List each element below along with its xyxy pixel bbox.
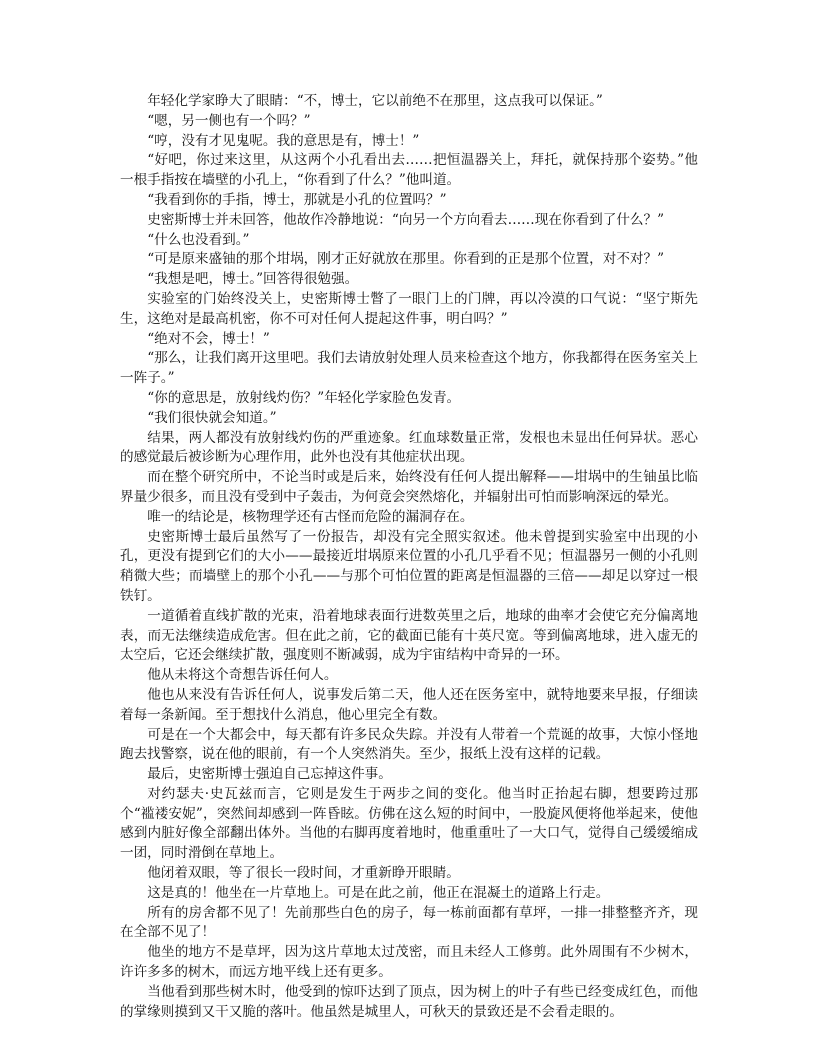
paragraph: 年轻化学家睁大了眼睛：“不，博士，它以前绝不在那里，这点我可以保证。” <box>147 93 603 109</box>
paragraph: “可是原来盛铀的那个坩埚，刚才正好就放在那里。你看到的正是那个位置，对不对？” <box>147 251 665 268</box>
document-page <box>120 92 698 1022</box>
paragraph: “好吧，你过来这里，从这两个小孔看出去……把恒温器关上，拜托，就保持那个姿势。”他一根手指按在墙壁的小孔上，“你看到了什么？”他叫道。 <box>120 152 698 189</box>
paragraph: “我想是吧，博士。”回答得很勉强。 <box>147 271 359 288</box>
paragraph: 他闭着双眼，等了很长一段时间，才重新睁开眼睛。 <box>147 865 460 882</box>
paragraph: “绝对不会，博士！” <box>147 330 270 347</box>
paragraph: 而在整个研究所中，不论当时或是后来，始终没有任何人提出解释——坩埚中的生铀虽比临界量少很多，而且没有受到中子轰击，为何竟会突然熔化，并辐射出可怕而影响深远的晕光。 <box>120 469 698 505</box>
paragraph: “嗯，另一侧也有一个吗？” <box>147 112 311 129</box>
paragraph: 史密斯博士并未回答，他故作冷静地说：“向另一个方向看去……现在你看到了什么？” <box>147 211 665 228</box>
paragraph: 他也从来没有告诉任何人，说事发后第二天，他人还在医务室中，就特地要来早报，仔细读着每一条新闻。至于想找什么消息，他心里完全有数。 <box>120 686 698 723</box>
paragraph: 史密斯博士最后虽然写了一份报告，却没有完全照实叙述。他未曾提到实验室中出现的小孔，更没有提到它们的大小——最接近坩埚原来位置的小孔几乎看不见；恒温器另一侧的小孔则稍微大些；而墙壁上的那个小孔——与那个可怕位置的距离是恒温器的三倍——却足以穿过一根铁钉。 <box>120 528 698 604</box>
paragraph: 结果，两人都没有放射线灼伤的严重迹象。红血球数量正常，发根也未显出任何异状。恶心的感觉最后被诊断为心理作用，此外也没有其他症状出现。 <box>120 429 698 466</box>
paragraph: 这是真的！他坐在一片草地上。可是在此之前，他正在混凝土的道路上行走。 <box>147 884 610 901</box>
paragraph: 唯一的结论是，核物理学还有古怪而危险的漏洞存在。 <box>147 508 474 525</box>
paragraph: 实验室的门始终没关上，史密斯博士瞥了一眼门上的门牌，再以冷漠的口气说：“坚宁斯先生，这绝对是最高机密，你不可对任何人提起这件事，明白吗？” <box>120 290 698 327</box>
paragraph: 一道循着直线扩散的光束，沿着地球表面行进数英里之后，地球的曲率才会使它充分偏离地表，而无法继续造成危害。但在此之前，它的截面已能有十英尺宽。等到偏离地球，进入虚无的太空后，它还会继续扩散，强度则不断减弱，成为宇宙结构中奇异的一环。 <box>120 607 698 664</box>
paragraph: 可是在一个大都会中，每天都有许多民众失踪。并没有人带着一个荒诞的故事，大惊小怪地跑去找警察，说在他的眼前，有一个人突然消失。至少，报纸上没有这样的记载。 <box>120 726 698 763</box>
paragraph: “哼，没有才见鬼呢。我的意思是有，博士！” <box>147 132 420 149</box>
paragraph: “那么，让我们离开这里吧。我们去请放射处理人员来检查这个地方，你我都得在医务室关上一阵子。” <box>120 350 698 387</box>
paragraph: 他从未将这个奇想告诉任何人。 <box>147 667 338 684</box>
paragraph: 对约瑟夫·史瓦兹而言，它则是发生于两步之间的变化。他当时正抬起右脚，想要跨过那个“褴褛安妮”，突然间却感到一阵昏眩。仿佛在这么短的时间中，一股旋风便将他举起来，使他感到内脏好像全部翻出体外。当他的右脚再度着地时，他重重吐了一大口气，觉得自己缓缓缩成一团，同时滑倒在草地上。 <box>120 785 698 862</box>
paragraph: “我看到你的手指，博士，那就是小孔的位置吗？” <box>147 191 447 208</box>
paragraph: “我们很快就会知道。” <box>147 409 277 426</box>
paragraph: 所有的房舍都不见了！先前那些白色的房子，每一栋前面都有草坪，一排一排整整齐齐，现在全部不见了！ <box>120 904 698 941</box>
paragraph: “你的意思是，放射线灼伤？”年轻化学家脸色发青。 <box>147 389 461 406</box>
paragraph: “什么也没看到。” <box>147 231 250 248</box>
paragraph: 最后，史密斯博士强迫自己忘掉这件事。 <box>147 766 392 783</box>
paragraph: 当他看到那些树木时，他受到的惊吓达到了顶点，因为树上的叶子有些已经变成红色，而他的掌缘则摸到又干又脆的落叶。他虽然是城里人，可秋天的景致还是不会看走眼的。 <box>120 983 698 1020</box>
paragraph: 他坐的地方不是草坪，因为这片草地太过茂密，而且未经人工修剪。此外周围有不少树木，许许多多的树木，而远方地平线上还有更多。 <box>120 944 698 981</box>
